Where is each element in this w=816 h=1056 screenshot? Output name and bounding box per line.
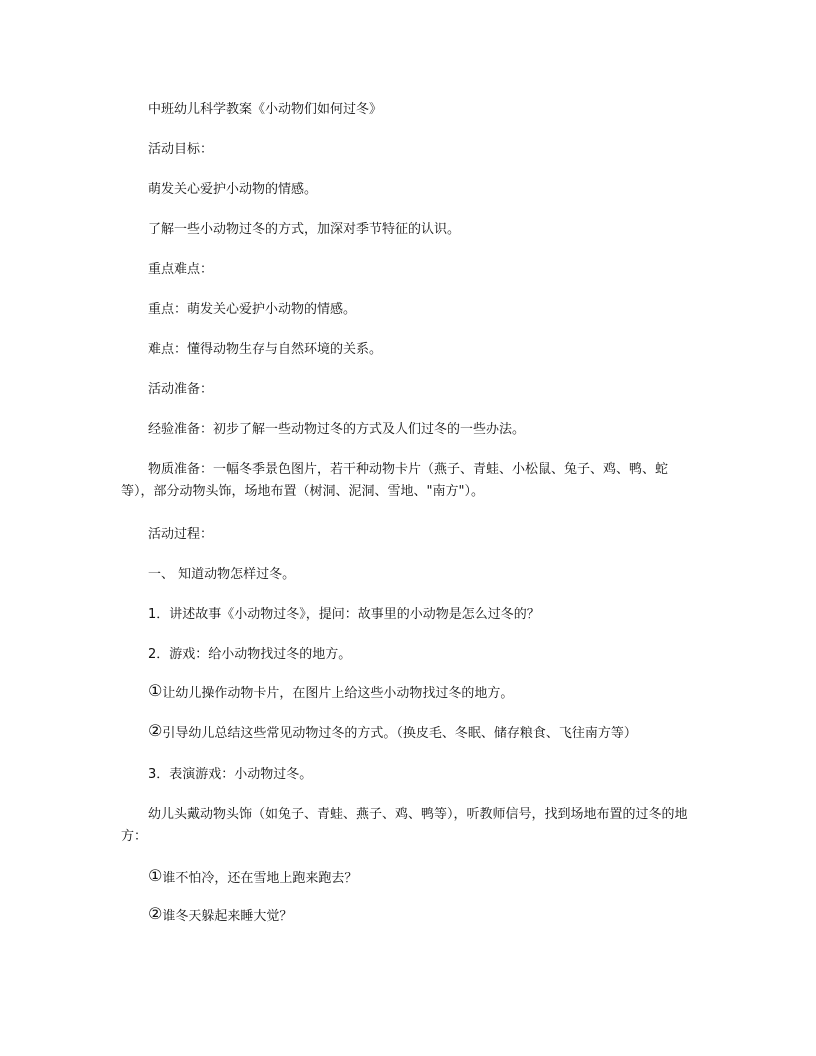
document-title: 中班幼儿科学教案《小动物们如何过冬》 — [148, 102, 383, 117]
preparation-heading: 活动准备： — [148, 382, 214, 397]
objectives-heading: 活动目标： — [148, 142, 214, 157]
difficult-point: 难点：懂得动物生存与自然环境的关系。 — [148, 342, 383, 357]
step-1: 1．讲述故事《小动物过冬》，提问：故事里的小动物是怎么过冬的？ — [148, 607, 540, 622]
process-heading: 活动过程： — [148, 527, 214, 542]
circled-number-two: ② — [148, 904, 163, 923]
circled-number-two: ② — [148, 721, 163, 740]
key-points-heading: 重点难点： — [148, 262, 214, 277]
step-2-item-2 — [121, 723, 718, 744]
step-3: 3．表演游戏：小动物过冬。 — [148, 767, 313, 782]
step-2: 2．游戏：给小动物找过冬的地方。 — [148, 647, 352, 662]
step-3-item-1-text: 谁不怕冷，还在雪地上跑来跑去？ — [162, 871, 358, 886]
circled-number-one: ① — [148, 866, 163, 885]
material-preparation: 物质准备：一幅冬季景色图片，若干种动物卡片（燕子、青蛙、小松鼠、兔子、鸡、鸭、蛇等），部分动物头饰，场地布置（树洞、泥洞、雪地、"南方"）。 — [121, 462, 669, 499]
step-2-item-2-text: 引导幼儿总结这些常见动物过冬的方式。（换皮毛、冬眠、储存粮食、飞往南方等） — [162, 726, 637, 741]
objective-1: 萌发关心爱护小动物的情感。 — [148, 182, 318, 197]
step-3-item-2 — [121, 906, 718, 927]
step-3-item-1 — [121, 868, 718, 889]
step-2-item-1-text: 让幼儿操作动物卡片，在图片上给这些小动物找过冬的地方。 — [162, 686, 514, 701]
circled-number-one: ① — [148, 681, 163, 700]
step-3-description: 幼儿头戴动物头饰（如兔子、青蛙、燕子、鸡、鸭等），听教师信号，找到场地布置的过冬的地方： — [121, 807, 688, 844]
objective-2: 了解一些小动物过冬的方式，加深对季节特征的认识。 — [148, 222, 461, 237]
step-3-item-2-text: 谁冬天躲起来睡大觉？ — [162, 909, 293, 924]
step-2-item-1 — [121, 683, 718, 704]
experience-preparation: 经验准备：初步了解一些动物过冬的方式及人们过冬的一些办法。 — [148, 422, 526, 437]
key-point: 重点：萌发关心爱护小动物的情感。 — [148, 302, 357, 317]
section-1-heading: 一、 知道动物怎样过冬。 — [148, 567, 296, 582]
